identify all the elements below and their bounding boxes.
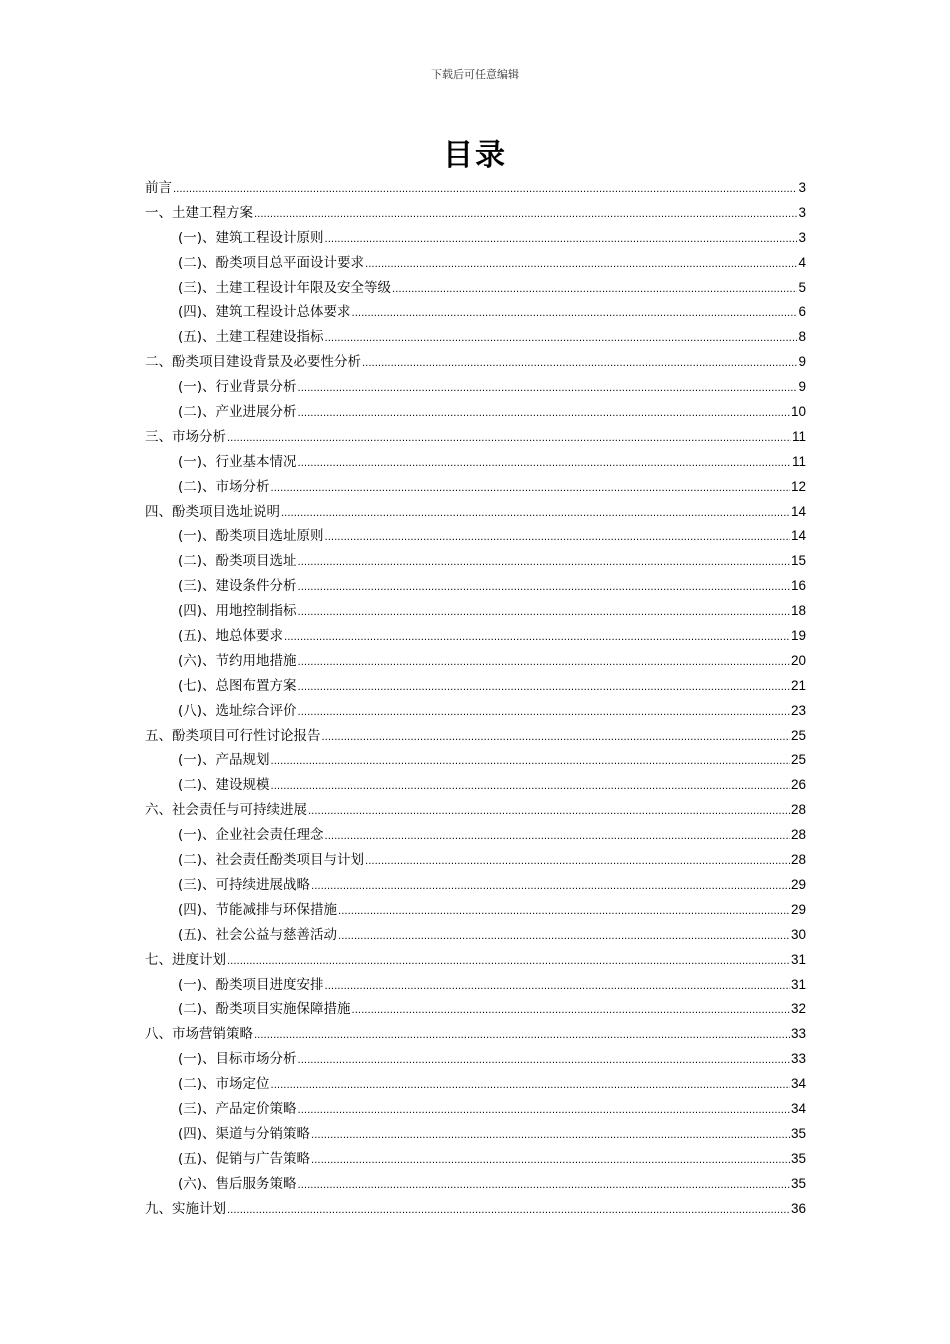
toc-leader-dots bbox=[325, 975, 790, 1000]
toc-entry[interactable] bbox=[145, 1022, 806, 1047]
toc-entry-page-number: 28 bbox=[790, 802, 806, 818]
toc-entry[interactable] bbox=[145, 973, 806, 998]
toc-entry-page-number: 30 bbox=[790, 926, 806, 942]
toc-leader-dots bbox=[352, 999, 790, 1024]
toc-entry-label: 六、社会责任与可持续进展 bbox=[145, 802, 307, 819]
toc-entry[interactable] bbox=[145, 724, 806, 749]
toc-entry-page-number: 36 bbox=[790, 1200, 806, 1216]
toc-entry-page-number: 35 bbox=[790, 1175, 806, 1191]
toc-entry-page-number: 10 bbox=[790, 404, 806, 420]
toc-leader-dots bbox=[298, 452, 791, 477]
toc-entry-label: (三)、土建工程设计年限及安全等级 bbox=[178, 279, 392, 296]
toc-leader-dots bbox=[298, 1049, 790, 1074]
toc-entry[interactable] bbox=[145, 699, 806, 724]
toc-entry[interactable] bbox=[145, 1197, 806, 1222]
toc-entry-label: (五)、土建工程建设指标 bbox=[178, 329, 324, 346]
toc-leader-dots bbox=[271, 775, 790, 800]
toc-entry[interactable] bbox=[145, 524, 806, 549]
toc-entry-label: (四)、渠道与分销策略 bbox=[178, 1125, 311, 1142]
toc-entry-page-number: 31 bbox=[790, 951, 806, 967]
table-of-contents bbox=[145, 176, 806, 1221]
toc-entry-label: (四)、用地控制指标 bbox=[178, 603, 297, 620]
toc-entry[interactable] bbox=[145, 624, 806, 649]
toc-entry-label: (一)、行业基本情况 bbox=[178, 453, 297, 470]
toc-entry-label: (三)、可持续进展战略 bbox=[178, 876, 311, 893]
toc-leader-dots bbox=[308, 800, 790, 825]
toc-leader-dots bbox=[271, 750, 790, 775]
toc-leader-dots bbox=[338, 900, 790, 925]
toc-entry-label: 三、市场分析 bbox=[145, 428, 226, 445]
toc-entry[interactable] bbox=[145, 649, 806, 674]
toc-entry[interactable] bbox=[145, 226, 806, 251]
toc-entry[interactable] bbox=[145, 574, 806, 599]
toc-leader-dots bbox=[311, 1124, 790, 1149]
toc-entry-page-number: 28 bbox=[790, 852, 806, 868]
page-title: 目录 bbox=[443, 138, 507, 173]
toc-leader-dots bbox=[298, 651, 790, 676]
toc-leader-dots bbox=[298, 601, 790, 626]
toc-leader-dots bbox=[254, 203, 797, 228]
toc-entry-label: (二)、市场定位 bbox=[178, 1076, 270, 1093]
toc-entry-label: (二)、酚类项目选址 bbox=[178, 553, 297, 570]
toc-entry-page-number: 15 bbox=[790, 553, 806, 569]
toc-entry-label: (二)、社会责任酚类项目与计划 bbox=[178, 852, 365, 869]
toc-entry[interactable] bbox=[145, 748, 806, 773]
toc-entry[interactable] bbox=[145, 997, 806, 1022]
toc-entry[interactable] bbox=[145, 674, 806, 699]
toc-entry[interactable] bbox=[145, 500, 806, 525]
toc-entry[interactable] bbox=[145, 425, 806, 450]
toc-entry[interactable] bbox=[145, 1097, 806, 1122]
toc-entry-label: (一)、目标市场分析 bbox=[178, 1051, 297, 1068]
toc-entry-page-number: 3 bbox=[798, 180, 806, 195]
toc-entry-label: (三)、产品定价策略 bbox=[178, 1100, 297, 1117]
toc-entry-label: (一)、产品规划 bbox=[178, 752, 270, 769]
toc-entry[interactable] bbox=[145, 599, 806, 624]
toc-entry-page-number: 11 bbox=[791, 428, 806, 444]
toc-entry[interactable] bbox=[145, 1072, 806, 1097]
toc-entry-label: (二)、市场分析 bbox=[178, 478, 270, 495]
toc-leader-dots bbox=[227, 950, 790, 975]
toc-entry[interactable] bbox=[145, 1122, 806, 1147]
toc-entry[interactable] bbox=[145, 475, 806, 500]
toc-entry-page-number: 14 bbox=[790, 528, 806, 544]
toc-entry[interactable] bbox=[145, 798, 806, 823]
toc-entry-label: 一、土建工程方案 bbox=[145, 204, 253, 221]
toc-entry[interactable] bbox=[145, 400, 806, 425]
toc-entry[interactable] bbox=[145, 276, 806, 301]
toc-entry-page-number: 33 bbox=[790, 1026, 806, 1042]
toc-entry-label: (六)、售后服务策略 bbox=[178, 1175, 297, 1192]
toc-leader-dots bbox=[298, 676, 790, 701]
toc-entry-page-number: 19 bbox=[790, 628, 806, 644]
toc-entry-page-number: 28 bbox=[790, 827, 806, 843]
toc-entry-label: (二)、产业进展分析 bbox=[178, 404, 297, 421]
toc-entry-page-number: 3 bbox=[798, 204, 806, 220]
toc-entry-page-number: 9 bbox=[798, 354, 806, 370]
toc-entry-page-number: 25 bbox=[790, 752, 806, 768]
toc-entry-page-number: 31 bbox=[790, 976, 806, 992]
toc-leader-dots bbox=[365, 253, 797, 278]
toc-leader-dots bbox=[173, 178, 797, 203]
toc-leader-dots bbox=[254, 1024, 790, 1049]
toc-entry[interactable] bbox=[145, 450, 806, 475]
toc-leader-dots bbox=[227, 427, 791, 452]
toc-entry-label: (三)、建设条件分析 bbox=[178, 578, 297, 595]
toc-entry-label: 五、酚类项目可行性讨论报告 bbox=[145, 727, 321, 744]
toc-entry-label: (八)、选址综合评价 bbox=[178, 702, 297, 719]
toc-leader-dots bbox=[298, 1174, 790, 1199]
toc-entry[interactable] bbox=[145, 923, 806, 948]
toc-entry-page-number: 23 bbox=[790, 702, 806, 718]
toc-entry-label: (一)、建筑工程设计原则 bbox=[178, 229, 324, 246]
toc-entry-label: (一)、企业社会责任理念 bbox=[178, 827, 324, 844]
toc-leader-dots bbox=[325, 327, 798, 352]
toc-entry[interactable] bbox=[145, 1147, 806, 1172]
toc-entry[interactable] bbox=[145, 375, 806, 400]
toc-leader-dots bbox=[298, 551, 790, 576]
toc-leader-dots bbox=[298, 1099, 790, 1124]
toc-entry[interactable] bbox=[145, 773, 806, 798]
toc-entry[interactable] bbox=[145, 325, 806, 350]
toc-leader-dots bbox=[298, 377, 798, 402]
toc-leader-dots bbox=[325, 825, 790, 850]
toc-leader-dots bbox=[298, 576, 790, 601]
toc-entry-page-number: 34 bbox=[790, 1076, 806, 1092]
toc-entry[interactable] bbox=[145, 251, 806, 276]
toc-entry-label: (一)、酚类项目进度安排 bbox=[178, 976, 324, 993]
toc-entry-page-number: 16 bbox=[790, 578, 806, 594]
toc-leader-dots bbox=[392, 278, 797, 303]
toc-entry-label: (四)、建筑工程设计总体要求 bbox=[178, 304, 351, 321]
toc-entry-page-number: 26 bbox=[790, 777, 806, 793]
toc-entry-label: 二、酚类项目建设背景及必要性分析 bbox=[145, 354, 361, 371]
toc-entry[interactable] bbox=[145, 823, 806, 848]
toc-entry-page-number: 33 bbox=[790, 1051, 806, 1067]
toc-entry[interactable] bbox=[145, 873, 806, 898]
toc-leader-dots bbox=[311, 875, 790, 900]
toc-entry-label: (二)、酚类项目总平面设计要求 bbox=[178, 254, 365, 271]
toc-entry-page-number: 3 bbox=[798, 229, 806, 245]
toc-entry[interactable] bbox=[145, 300, 806, 325]
toc-entry-page-number: 29 bbox=[790, 901, 806, 917]
toc-entry-label: 四、酚类项目选址说明 bbox=[145, 503, 280, 520]
toc-entry-label: (二)、酚类项目实施保障措施 bbox=[178, 1001, 351, 1018]
toc-entry[interactable] bbox=[145, 848, 806, 873]
toc-leader-dots bbox=[325, 228, 798, 253]
toc-entry-page-number: 6 bbox=[798, 304, 806, 320]
toc-entry-page-number: 14 bbox=[790, 503, 806, 519]
toc-leader-dots bbox=[281, 502, 790, 527]
toc-leader-dots bbox=[227, 1199, 790, 1224]
toc-entry-page-number: 9 bbox=[798, 379, 806, 395]
toc-entry[interactable] bbox=[145, 201, 806, 226]
toc-entry-page-number: 34 bbox=[790, 1100, 806, 1116]
toc-leader-dots bbox=[338, 925, 790, 950]
toc-entry-page-number: 8 bbox=[798, 329, 806, 345]
toc-entry-page-number: 11 bbox=[791, 453, 806, 469]
toc-entry-label: (五)、社会公益与慈善活动 bbox=[178, 926, 338, 943]
toc-leader-dots bbox=[271, 1074, 790, 1099]
toc-entry-page-number: 18 bbox=[790, 603, 806, 619]
toc-entry-page-number: 12 bbox=[790, 478, 806, 494]
toc-entry-label: (六)、节约用地措施 bbox=[178, 652, 297, 669]
toc-entry-page-number: 4 bbox=[798, 254, 806, 270]
toc-leader-dots bbox=[284, 626, 790, 651]
toc-entry-page-number: 25 bbox=[790, 727, 806, 743]
toc-leader-dots bbox=[311, 1149, 790, 1174]
toc-entry-page-number: 35 bbox=[790, 1125, 806, 1141]
toc-entry[interactable] bbox=[145, 1047, 806, 1072]
toc-leader-dots bbox=[362, 352, 797, 377]
page-header: 下载后可任意编辑 bbox=[431, 68, 519, 81]
toc-entry-label: 八、市场营销策略 bbox=[145, 1026, 253, 1043]
toc-entry-label: 前言 bbox=[145, 180, 172, 196]
toc-entry-label: (五)、地总体要求 bbox=[178, 628, 284, 645]
toc-entry-page-number: 21 bbox=[790, 677, 806, 693]
toc-entry-label: (一)、行业背景分析 bbox=[178, 379, 297, 396]
toc-leader-dots bbox=[298, 701, 790, 726]
toc-entry[interactable] bbox=[145, 176, 806, 201]
toc-leader-dots bbox=[298, 402, 790, 427]
toc-leader-dots bbox=[271, 477, 790, 502]
toc-leader-dots bbox=[322, 726, 790, 751]
toc-entry-label: 七、进度计划 bbox=[145, 951, 226, 968]
toc-leader-dots bbox=[352, 302, 798, 327]
toc-entry-label: 九、实施计划 bbox=[145, 1200, 226, 1217]
toc-entry-page-number: 29 bbox=[790, 876, 806, 892]
toc-entry-label: (五)、促销与广告策略 bbox=[178, 1150, 311, 1167]
toc-entry-label: (一)、酚类项目选址原则 bbox=[178, 528, 324, 545]
toc-entry[interactable] bbox=[145, 1172, 806, 1197]
toc-entry-page-number: 20 bbox=[790, 652, 806, 668]
toc-entry-page-number: 5 bbox=[798, 279, 806, 295]
toc-leader-dots bbox=[325, 526, 790, 551]
toc-entry[interactable] bbox=[145, 898, 806, 923]
toc-entry-page-number: 35 bbox=[790, 1150, 806, 1166]
toc-entry[interactable] bbox=[145, 549, 806, 574]
toc-leader-dots bbox=[365, 850, 790, 875]
toc-entry[interactable] bbox=[145, 350, 806, 375]
toc-entry-page-number: 32 bbox=[790, 1001, 806, 1017]
toc-entry-label: (七)、总图布置方案 bbox=[178, 677, 297, 694]
toc-entry-label: (四)、节能减排与环保措施 bbox=[178, 901, 338, 918]
toc-entry-label: (二)、建设规模 bbox=[178, 777, 270, 794]
toc-entry[interactable] bbox=[145, 948, 806, 973]
